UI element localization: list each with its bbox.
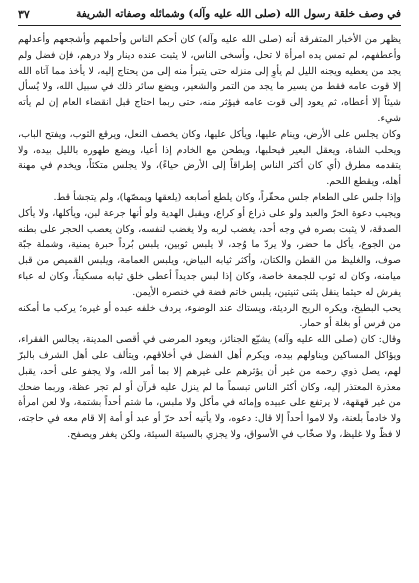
paragraph: وقال: كان (صلى الله عليه وآله) يشيّع الجنائز، ويعود المرضى في أقصى المدينة، يجالس الفقراء، ويؤاكل المساكين ويناولهم بيده، ويكرم أهل الفضل في أخلاقهم، ويتألف على أهل الشرف بالبرّ لهم، يصل ذوي رحمه من غير أن يؤثرهم على غيرهم إلا بما أمر الله، ولا يجفو على أحد، يقبل معذرة المعتذر إليه، وكان أكثر الناس تبسماً ما لم ينزل عليه قرآن أو لم تجر عظة، وربما ضحك من غير قهقهة، لا يرتفع على عبيده وإمائه في مأكل ولا ملبس، ما شتم أحداً بشتمة، ولا لعن امرأة ولا خادماً بلعنة، ولا لاموا أحداً إلا قال: دعوه، ولا يأتيه أحد حرّ أو عبد أو أمة إلا قام معه في حاجته، لا فظّ ولا غليظ، ولا صخّاب في الأسواق، ولا يجزي بالسيئة السيئة، ولكن يغفر ويصفح.	[18, 334, 401, 440]
page-header	[18, 6, 401, 22]
paragraph: يظهر من الأخبار المتفرقة أنه (صلى الله عليه وآله) كان أحكم الناس وأحلمهم وأشجعهم وأعدلهم وأعطفهم، لم تمس يده امرأة لا تحل، وأسخى الناس، لا يثبت عنده دينار ولا درهم، فإن فضل ولم يجد من يعطيه ويجنه الليل لم يأوِ إلى منزله حتى يتبرأ منه إلى من يحتاج إليه، لا يأخذ مما آتاه الله إلا قوت عامه فقط من يسير ما يجد من التمر والشعير، ويضع سائر ذلك في سبيل الله، ولا يُسأل شيئاً إلا أعطاه، ثم يعود إلى قوت عامه فيؤثر منه، حتى ربما احتاج قبل انقضاء العام إن لم يأته شيء.	[18, 34, 401, 124]
paragraph: وإذا جلس على الطعام جلس محقّراً، وكان يلطع أصابعه (يلعقها ويمصّها)، ولم يتجشأ قط.	[53, 191, 401, 203]
body-text	[18, 32, 401, 443]
running-title: في وصف خلقة رسول الله (صلى الله عليه وآله) وشمائله وصفاته الشريفة	[76, 8, 401, 20]
paragraph: ويجيب دعوة الحرّ والعبد ولو على ذراع أو كراع، ويقبل الهدية ولو أنها جرعة لبن، ويأكلها، ولا يأكل الصدقة، لا يثبت بصره في وجه أحد، يغضب لربه ولا يغضب لنفسه، وكان يعصب الحجر على بطنه من الجوع، يأكل ما حضر، ولا يردّ ما وُجد، لا يلبس ثوبين، يلبس بُرداً حبرة يمنية، وشملة جبّة صوف، والغليظ من القطن والكتان، وأكثر ثيابه البياض، ويلبس العمامة، ويلبس القميص من قبل ميامنه، وكان له ثوب للجمعة خاصة، وكان إذا لبس جديداً أعطى خلق ثيابه مسكيناً، وكان له عباء يفرش له حيثما ينقل يثنى ثنيتين، يلبس خاتم فضة في خنصره الأيمن.	[18, 207, 402, 298]
paragraph: يحب البطيخ، ويكره الريح الرديئة، ويستاك عند الوضوء، يردف خلفه عبده أو غيره؛ يركب ما أمكنه من فرس أو بغلة أو حمار.	[18, 302, 401, 330]
paragraph: وكان يجلس على الأرض، وينام عليها، ويأكل عليها، وكان يخصف النعل، ويرقع الثوب، ويفتح الباب، ويحلب الشاة، ويعقل البعير فيحلبها، ويطحن مع الخادم إذا أعيا، ويضع طهوره بالليل بيده، ولا يتقدمه مطرق (أي كان أكثر الناس إطراقاً إلى الأرض حياءً)، ولا يجلس متكئاً، ويخدم في مهنة أهله، ويقطع اللحم.	[18, 128, 401, 188]
header-rule	[18, 25, 401, 26]
page-number: ٣٧	[18, 7, 30, 21]
